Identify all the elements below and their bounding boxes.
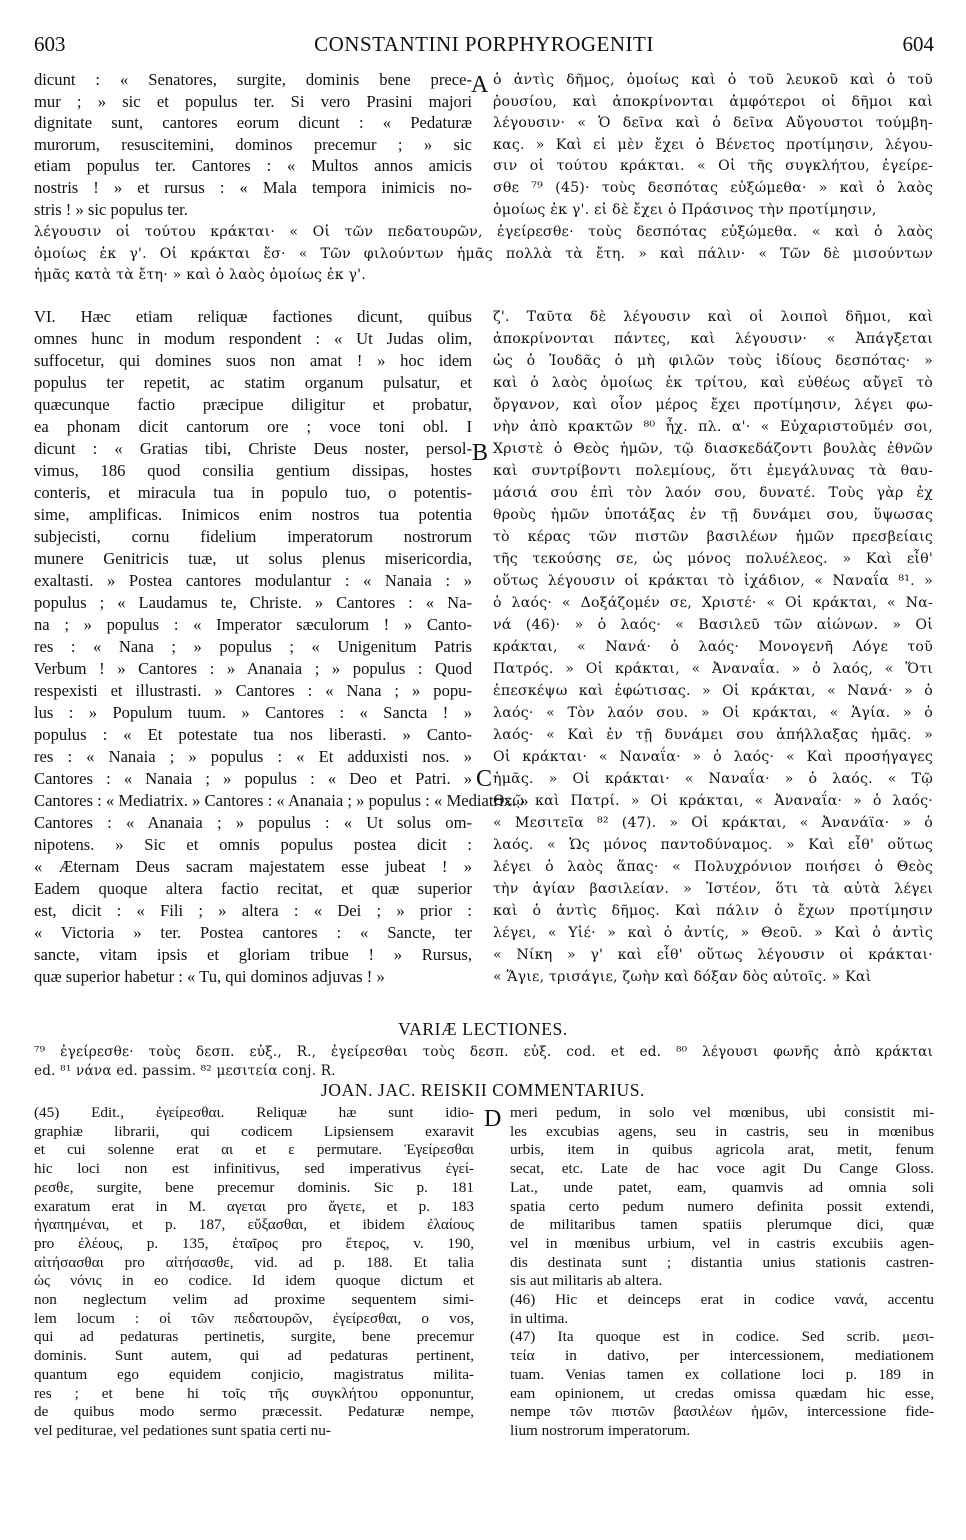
latin-line: exaltasti. » Postea cantores modulantur : « Nanaia : » [34, 571, 472, 590]
latin-line: Cantores : « Mediatrix. » Cantores : « Ananaia ; » populus : « Mediatrix. » [34, 791, 529, 810]
greek-line: Πατρός. » Οἱ κράκται, « Ἀναναΐα. » ὁ λαός, « Ὅτι [493, 661, 933, 677]
greek-line: λέγει ὁ λαὸς ἅπας· « Πολυχρόνιον ποιήσει ὁ Θεὸς [493, 859, 933, 875]
greek-line: ἀποκρίνονται πάντες, καὶ λέγουσιν· « Ἀπάγξεται [493, 331, 933, 347]
commentary-line-left: res ; et bene hi τοῖς τῆς συγκλήτου opponuntur, [34, 1384, 474, 1402]
greek-line: κράκται, « Νανά· ὁ λαός· Μονογενῆ Λόγε τοῦ [493, 639, 933, 655]
commentary-line-right: les excubias agens, seu in castris, seu in mœnibus [510, 1122, 934, 1140]
commentary-line-right: vel in mœnibus urbium, vel in castris excubiis agen- [510, 1234, 934, 1252]
latin-line: populus ter repetit, ac statim organum pulsatur, et [34, 373, 472, 392]
commentary-line-right: urbis, item in quibus agricola arat, metit, fenum [510, 1141, 934, 1159]
commentary-line-left: dominis. Sunt autem, qui ad pedaturas pertinent, [34, 1347, 474, 1365]
greek-line: ὁ ἀντὶς δῆμος, ὁμοίως καὶ ὁ τοῦ λευκοῦ καὶ ὁ τοῦ [493, 72, 933, 88]
greek-line: ὄργανον, καὶ οἷον μέρος ἔχει προτίμησιν, λέγει φω- [493, 397, 933, 413]
commentary-line-right: (47) Ita quoque est in codice. Sed scrib. μεσι- [510, 1328, 934, 1346]
latin-line: Verbum ! » Cantores : » Ananaia ; » populus : Quod [34, 659, 472, 678]
commentary-line-left: ἠγαπημέναι, et p. 187, εὔξασθαι, et ibidem ἐλαίους [34, 1216, 474, 1234]
latin-line: vimus, 186 quod consilia gentium dissipas, hostes [34, 461, 472, 480]
greek-line: Οἱ κράκται· « Ναναΐα· » ὁ λαός· « Καὶ προσήγαγες [493, 749, 933, 765]
commentary-line-right: de militaribus tamen spatiis plerumque dici, quæ [510, 1216, 934, 1234]
running-head [34, 32, 934, 60]
commentary-line-left: de quibus modo sermo præcessit. Pedaturæ nempe, [34, 1403, 474, 1421]
latin-line: res : « Nanaia ; » populus : « Et adduxisti nos. » [34, 747, 472, 766]
commentary-line-right: τεία in dativo, per intercessionem, mediationem [510, 1347, 934, 1365]
greek-line: τὴν ἁγίαν βασιλείαν. » Ἰστέον, ὅτι τὰ αὐτὰ λέγει [493, 881, 933, 897]
commentary-line-right: lium nostrorum imperatorum. [510, 1421, 691, 1439]
page-number-right: 604 [902, 32, 934, 56]
latin-line: munere Genitricis tuæ, ut solus plenus misericordia, [34, 549, 472, 568]
commentary-line-left: (45) Edit., ἐγείρεσθαι. Reliquæ hæ sunt idio- [34, 1104, 474, 1121]
page-number-left: 603 [34, 32, 66, 56]
latin-line: nostris ! » et rursus : « Mala tempora inimicis no- [34, 178, 472, 197]
greek-line: ἡμᾶς κατὰ τὰ ἔτη· » καὶ ὁ λαὸς ὁμοίως ἐκ γ'. [34, 267, 366, 284]
greek-line: καὶ ὁ ἀντὶς δῆμος. Καὶ πάλιν ὁ ἔχων προτίμησιν [493, 903, 933, 919]
latin-line: dignitate sunt, cantores eorum dicunt : « Pedaturæ [34, 113, 472, 133]
greek-line: ὁ λαός· « Δοξάζομέν σε, Χριστέ· « Οἱ κράκται, « Να- [493, 595, 933, 611]
latin-line: populus ; « Laudamus te, Christe. » Cantores : « Na- [34, 593, 472, 612]
commentary-line-left: vel pediturae, vel pedationes sunt spatia certi nu- [34, 1421, 331, 1439]
latin-line: lus : » Populum tuum. » Cantores : « Sancta ! » [34, 703, 472, 722]
greek-line: ἐπεσκέψω καὶ ἐφώτισας. » Οἱ κράκται, « Νανά· » ὁ [493, 683, 933, 699]
greek-line: « Νίκη » γ' καὶ εἶθ' οὕτως λέγουσιν οἱ κράκται· [493, 947, 933, 963]
greek-line: ζ'. Ταῦτα δὲ λέγουσιν καὶ οἱ λοιποὶ δῆμοι, καὶ [493, 309, 933, 325]
running-title: CONSTANTINI PORPHYROGENITI [314, 32, 654, 56]
latin-line: dicunt : « Gratias tibi, Christe Deus noster, persol- [34, 439, 472, 458]
latin-line: est, dicit : « Fili ; » altera : « Dei ; » prior : [34, 901, 472, 920]
greek-line: νά (46)· » ὁ λαός· « Βασιλεῦ τῶν αἰώνων. » Οἱ [493, 617, 933, 633]
latin-line: na ; » populus : « Imperator sæculorum ! » Canto- [34, 615, 472, 634]
latin-line: sancte, vitam ipsis et gloriam tribue ! » Rursus, [34, 945, 472, 964]
commentary-line-right: dis destinata sunt ; distantia unius stationis castren- [510, 1253, 934, 1271]
greek-line: καὶ συντρίβοντι πολεμίους, ὅτι ἐμεγάλυνας τὰ θαυ- [493, 463, 933, 479]
greek-line: νὴν ἀπὸ κρακτῶν ⁸⁰ ἦχ. πλ. α'· « Εὐχαριστοῦμέν σοι, [493, 419, 933, 435]
greek-line: τῆς τεκούσης σε, ὡς μόνος πολυέλεος. » Καὶ εἶθ' [493, 551, 933, 567]
latin-line: « Æternam Deus sacram majestatem esse jubeat ! » [34, 857, 472, 876]
latin-line: respexisti et illustrasti. » Cantores : « Nana ; » popu- [34, 681, 472, 700]
latin-line: VI. Hæc etiam reliquæ factiones dicunt, quibus [34, 307, 472, 326]
greek-line: οὕτως λέγουσιν οἱ κράκται τὸ ἰχάδιον, « Ναναΐα ⁸¹. » [493, 573, 933, 589]
commentary-line-right: secat, etc. Late de hac voce agit Du Cange Gloss. [510, 1160, 934, 1178]
commentary-line-left: pro ἐλέους, p. 135, ἑταῖρος pro ἕτερος, v. 190, [34, 1234, 474, 1252]
margin-marker-d: D [484, 1106, 502, 1132]
latin-line: etiam populus ter. Cantores : « Multos annos amicis [34, 156, 472, 176]
margin-marker-c: C [476, 766, 493, 792]
greek-line: λέγουσιν οἱ τούτου κράκται· « Οἱ τῶν πεδατουρῶν, ἐγείρεσθε· τοὺς δεσπότας εὐξώμεθα. « καὶ ὁ λαὸς [34, 224, 933, 240]
latin-line: res : « Nana ; » populus ; « Unigenitum Patris [34, 637, 472, 656]
greek-line: σιν οἱ τούτου κράκται. « Οἱ τῆς συγκλήτου, ἐγείρε- [493, 158, 933, 175]
greek-line: τὸ κέρας τῶν πιστῶν βασιλέων ἡμῶν πρεσβείαις [493, 529, 933, 545]
greek-line: Θεῷ καὶ Πατρί. » Οἱ κράκται, « Ἀναναΐα· » ὁ λαός· [493, 793, 933, 809]
latin-line: stris ! » sic populus ter. [34, 199, 188, 219]
commentary-heading: JOAN. JAC. REISKII COMMENTARIUS. [320, 1080, 646, 1100]
latin-line: suffocetur, qui domines suos non amat ! » hoc idem [34, 351, 472, 370]
commentary-line-right: eam opinionem, ut credas omissa quædam hic esse, [510, 1384, 934, 1402]
latin-line: quæ superior habetur : « Tu, qui dominos adjuvas ! » [34, 967, 385, 986]
greek-line: ῥουσίου, καὶ ἀποκρίνονται ἀμφότεροι οἱ δῆμοι καὶ [493, 93, 933, 110]
commentary-line-left: qui ad pedaturas pertinetis, surgite, bene precemur [34, 1328, 474, 1346]
commentary-line-right: spatia certo pedum numero definita possit extendi, [510, 1197, 934, 1215]
variant-reading-line: ed. ⁸¹ νάνα ed. passim. ⁸² μεσιτεία conj. R. [34, 1063, 336, 1079]
latin-line: conteris, et miracula tua in populo tuo, o potentis- [34, 483, 472, 502]
commentary-line-right: sis aut militaris ab altera. [510, 1272, 663, 1290]
greek-line: ἡμᾶς. » Οἱ κράκται· « Ναναΐα· » ὁ λαός. « Τῷ [493, 771, 933, 787]
greek-line: « Ἅγιε, τρισάγιε, ζωὴν καὶ δόξαν δὸς αὐτοῖς. » Καὶ [493, 969, 872, 985]
commentary-line-right: in ultima. [510, 1309, 569, 1327]
latin-line: populus : « Et potestate tua nos liberasti. » Canto- [34, 725, 472, 744]
commentary-line-left: hic loci non est infinitivus, sed imperativus ἐγεί- [34, 1160, 474, 1178]
greek-line: λέγει, « Υἱέ· » καὶ ὁ ἀντίς, » Θεοῦ. » Καὶ ὁ ἀντὶς [493, 925, 933, 941]
greek-line: κας. » Καὶ εἰ μὲν ἔχει ὁ Βένετος προτίμησιν, λέγου- [493, 136, 933, 153]
commentary-line-left: non neglectum velim ad proxime sequentem simi- [34, 1291, 474, 1308]
commentary-line-left: lem locum : οἱ τῶν πεδατουρῶν, ἐγείρεσθαι, o vos, [34, 1309, 474, 1327]
variae-heading: VARIÆ LECTIONES. [398, 1019, 568, 1039]
greek-line: ὁμοίως ἐκ γ'. Οἱ κράκται ἔσ· « Τῶν φιλούντων ἡμᾶς πολλὰ τὰ ἔτη. » καὶ πάλιν· « Τῶν δὲ μισούντων [34, 245, 933, 262]
commentary-line-left: ὡς νόνις in eo codice. Id idem quoque dictum et [34, 1272, 474, 1290]
greek-line: μάσιά σου ἐπὶ τὸν λαόν σου, δυνατέ. Τοὺς γὰρ ἐχ [493, 485, 933, 501]
variant-reading-line: ⁷⁹ ἐγείρεσθε· τοὺς δεσπ. εὐξ., R., ἐγείρεσθαι τοὺς δεσπ. εὐξ. cod. et ed. ⁸⁰ λέγουσι φωνῆς ἀπὸ κράκται [34, 1044, 933, 1060]
greek-line: λαός· « Καὶ ἐν τῇ δυνάμει σου ἀπήλλαξας ἡμᾶς. » [493, 727, 933, 743]
latin-line: quæcunque factio præcipue diligitur et probatur, [34, 395, 472, 414]
commentary-line-right: (46) Hic et deinceps erat in codice νανά, accentu [510, 1291, 934, 1308]
latin-line: omnes hunc in modum respondent : « Ut Judas olim, [34, 329, 472, 348]
greek-line: ὡς ὁ Ἰουδᾶς ὁ μὴ φιλῶν τοὺς ἰδίους δεσπότας· » [493, 353, 933, 369]
latin-line: ea phonam dicit cantorum ore ; voce toni obl. I [34, 417, 472, 436]
latin-line: nipotens. » Sic et omnis populus postea dicit : [34, 835, 472, 854]
greek-line: σθε ⁷⁹ (45)· τοὺς δεσπότας εὐξώμεθα· » καὶ ὁ λαὸς [493, 180, 933, 196]
commentary-line-left: exaratum erat in M. αγεται pro ἄγετε, et p. 183 [34, 1197, 474, 1215]
latin-line: mur ; » sic et populus ter. Si vero Prasini majori [34, 91, 472, 111]
latin-line: Eadem quoque altera factio recitat, et quæ superior [34, 879, 472, 898]
latin-line: Cantores : « Nanaia ; » populus : « Deo et Patri. » [34, 769, 472, 788]
latin-line: subjecisti, cornu fidelium imperatorum nostrorum [34, 527, 472, 546]
greek-line: λαός· « Τὸν λαόν σου. » Οἱ κράκται, « Ἁγία. » ὁ [493, 705, 933, 721]
latin-line: « Victoria » ter. Postea cantores : « Sancte, ter [34, 923, 472, 942]
greek-line: Χριστὲ ὁ Θεὸς ἡμῶν, τῷ διασκεδάζοντι βουλὰς ἐθνῶν [493, 441, 933, 457]
latin-line: sime, amplificas. Inimicos enim nostros tua potentia [34, 505, 472, 524]
commentary-line-right: nempe τῶν πιστῶν βασιλέων ἡμῶν, intercessione fide- [510, 1403, 934, 1421]
latin-line: Cantores : « Ananaia ; » populus : « Ut solus om- [34, 813, 472, 832]
commentary-line-left: αἰτήσασθαι pro αἰτήσασθε, vid. ad p. 188. Et talia [34, 1253, 474, 1271]
greek-line: καὶ ὁ λαὸς ὁμοίως ἐκ τρίτου, καὶ εὐθέως αὔγεῖ τὸ [493, 375, 933, 391]
commentary-line-right: tuam. Venias tamen ex collatione loci p. 189 in [510, 1365, 934, 1383]
greek-line: λέγουσιν· « Ὁ δεῖνα καὶ ὁ δεῖνα Αὔγουστοι τούμβη- [493, 115, 933, 132]
commentary-line-left: graphiæ librarii, qui codicem Lipsiensem exaravit [34, 1122, 474, 1140]
commentary-line-right: meri pedum, in solo vel mœnibus, ubi consistit mi- [510, 1104, 934, 1121]
latin-line: dicunt : « Senatores, surgite, dominis bene prece- [34, 70, 472, 89]
margin-marker-a: A [471, 72, 489, 98]
latin-line: murorum, resuscitemini, dominos precemur ; » sic [34, 134, 472, 154]
commentary-line-left: ρεσθε, surgite, bene precemur dominis. Sic p. 181 [34, 1178, 474, 1196]
greek-line: ὁμοίως ἐκ γ'. εἰ δὲ ἔχει ὁ Πράσινος τὴν προτίμησιν, [493, 201, 877, 218]
margin-marker-b: B [472, 440, 489, 466]
commentary-line-left: quantum ego equidem conjicio, magistratus milita- [34, 1365, 474, 1383]
greek-line: λαός. « Ὡς μόνος παντοδύναμος. » Καὶ εἶθ' οὕτως [493, 837, 933, 853]
commentary-line-left: et cui solenne erat αι et ε permutare. Ἐγείρεσθαι [34, 1141, 474, 1159]
commentary-line-right: Lat., unde patet, eam, quamvis ad omnia soli [510, 1178, 934, 1196]
greek-line: θροὺς ἡμῶν ὑποτάξας ἐν τῇ δυνάμει σου, ὕψωσας [493, 507, 933, 523]
greek-line: « Μεσιτεῖα ⁸² (47). » Οἱ κράκται, « Ἀνανάϊα· » ὁ [493, 815, 933, 831]
